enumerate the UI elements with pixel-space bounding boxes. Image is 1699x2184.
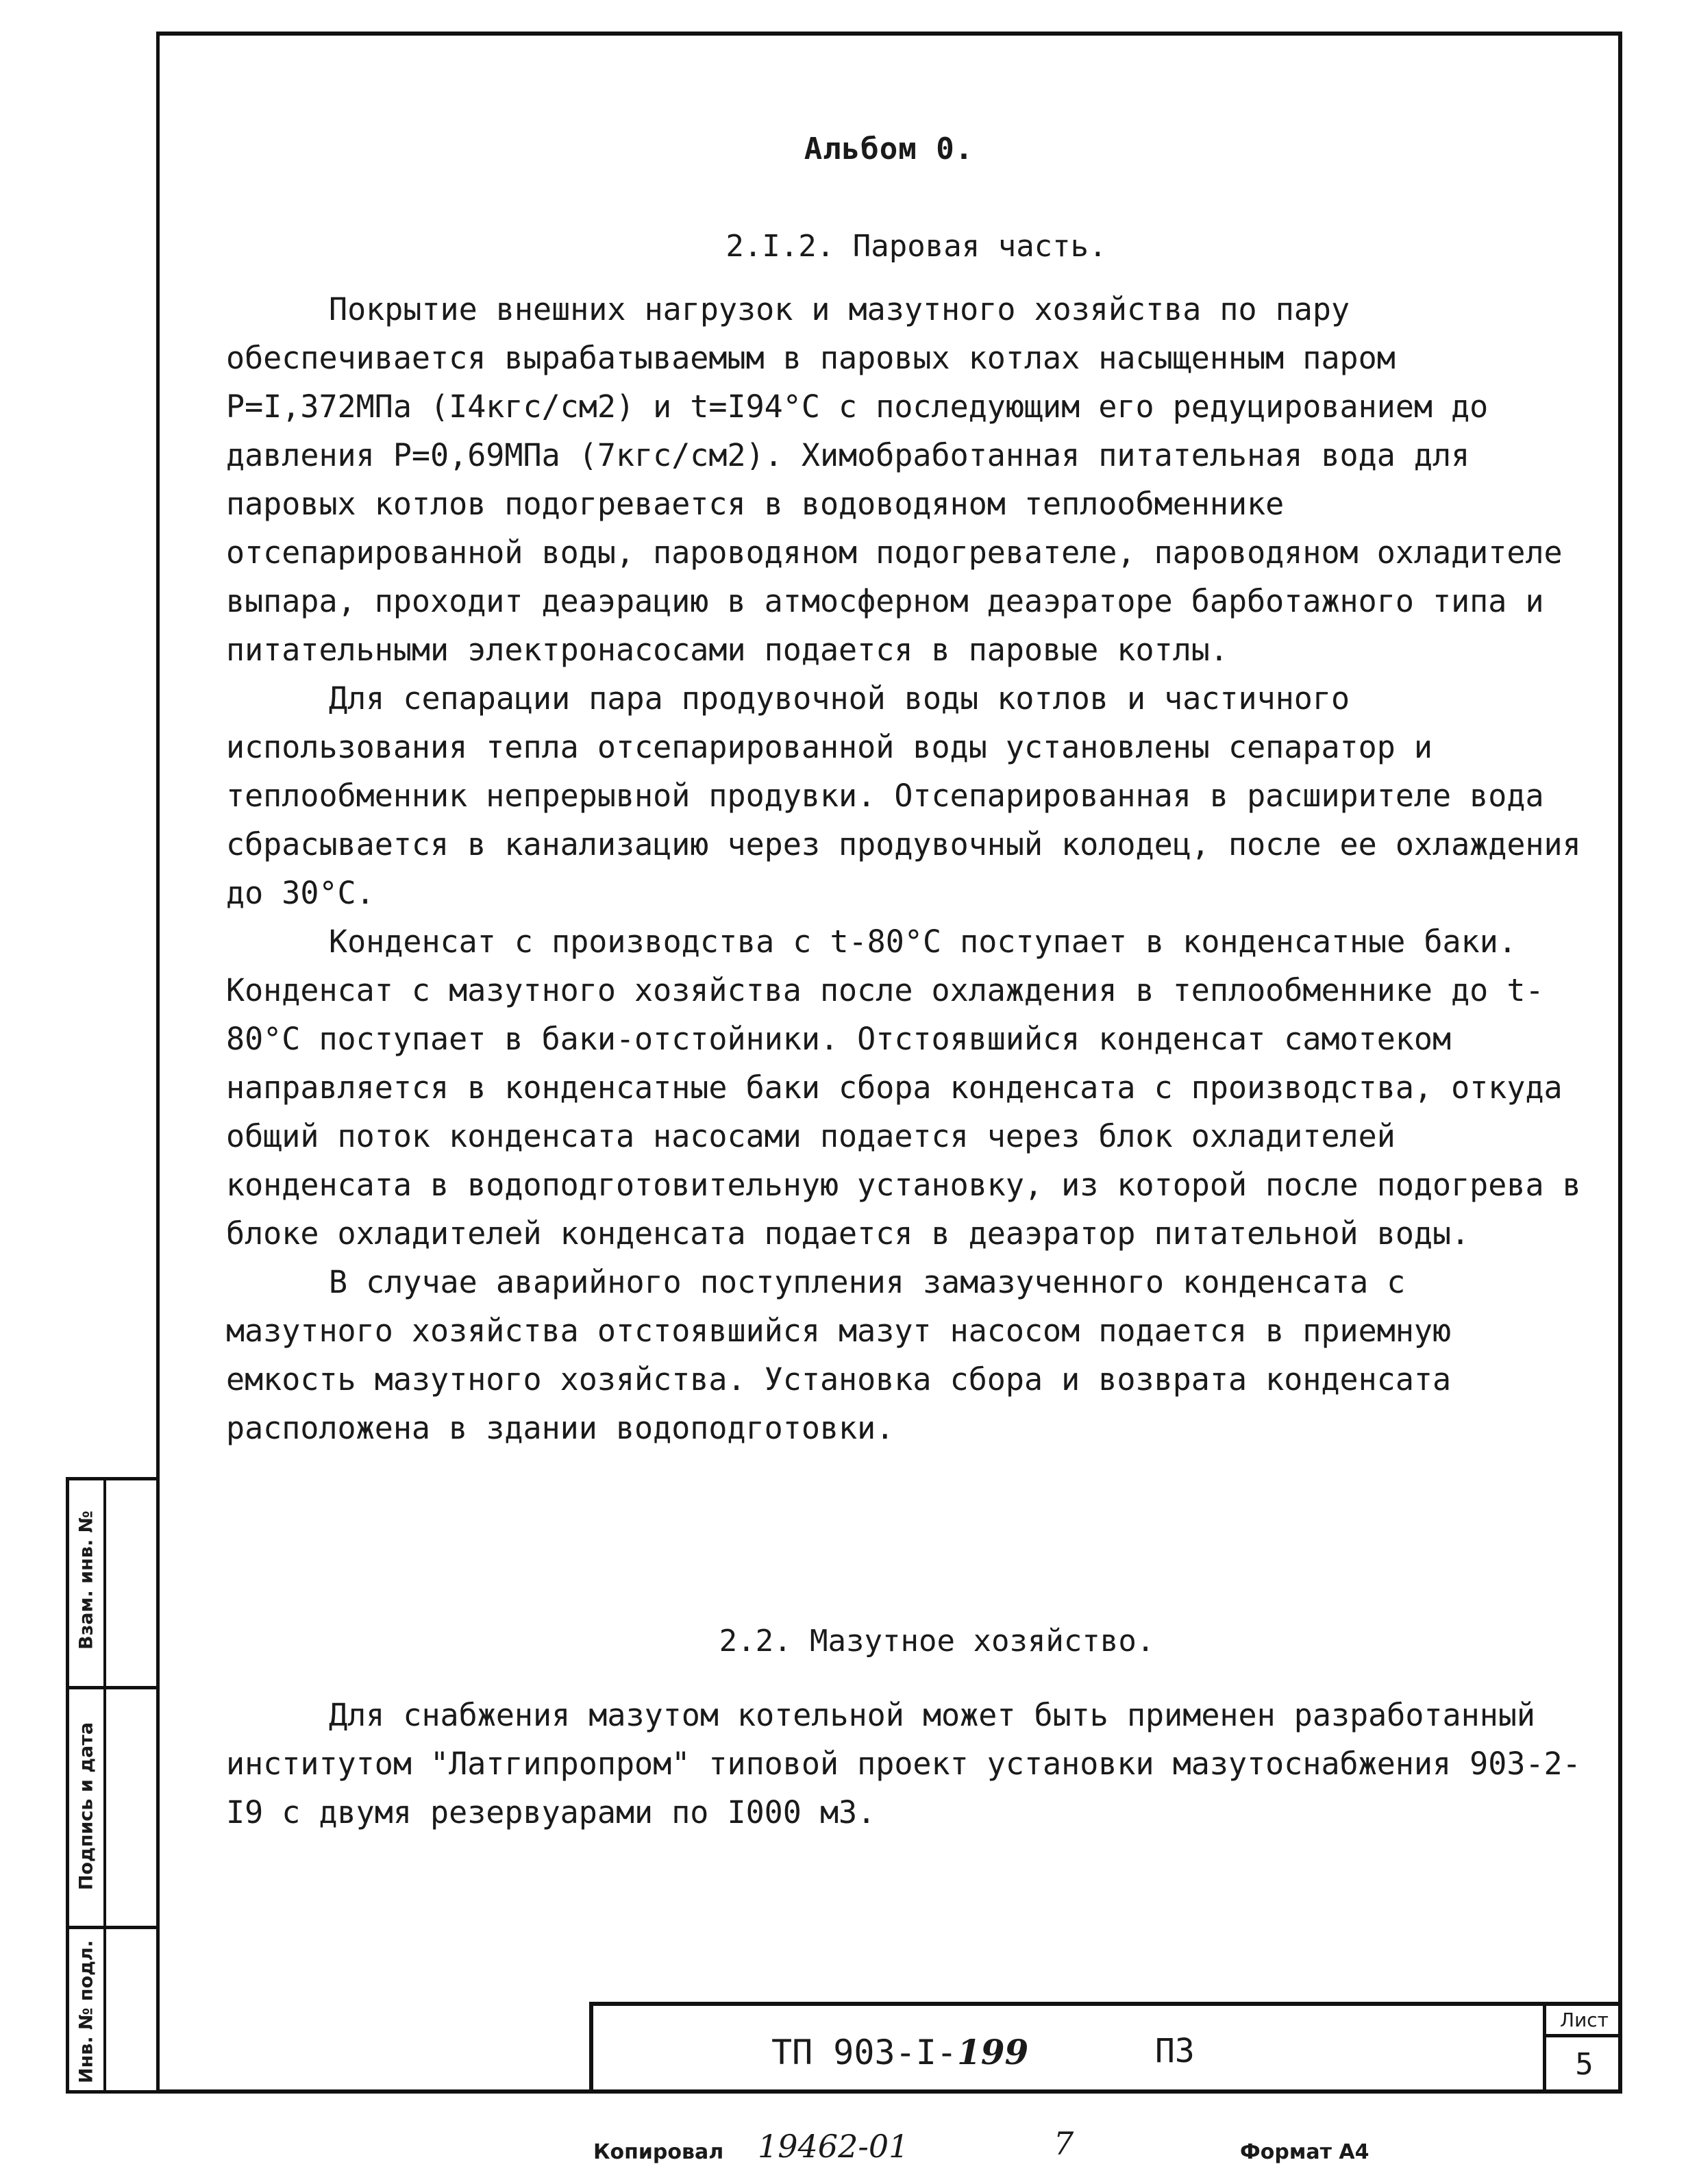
side-divider: [69, 1686, 156, 1689]
side-label-inv-podl: Инв. № подл.: [75, 1940, 97, 2083]
document-code-handwritten: 199: [956, 2032, 1029, 2072]
paragraph: Для сепарации пара продувочной воды котлов и частичного использования тепла отсепарированной воды установлены сепаратор и теплообменник непрерывной продувки. Отсепарированная в расширителе вода сбрасывается в канализацию через продувочный колодец, после ее охлаждения до 30°С.: [226, 680, 1581, 911]
sheet-number: 5: [1575, 2047, 1593, 2082]
sheet-label: Лист: [1546, 2006, 1622, 2037]
section-heading-steam: 2.I.2. Паровая часть.: [726, 229, 1107, 264]
side-label-podpis-data: Подпись и дата: [75, 1722, 97, 1891]
section-heading-fuel-oil: 2.2. Мазутное хозяйство.: [719, 1624, 1155, 1659]
document-code: [771, 2032, 1028, 2072]
paragraph: Конденсат с производства с t-80°С поступает в конденсатные баки. Конденсат с мазутного хозяйства после охлаждения в теплообменнике до t-80°С поступает в баки-отстойники. Отстоявшийся конденсат самотеком направляется в конденсатные баки сбора конденсата с производства, откуда общий поток конденсата насосами подается через блок охладителей конденсата в водоподготовительную установку, из которой после подогрева в блоке охладителей конденсата подается в деаэратор питательной воды.: [226, 923, 1581, 1252]
copied-number: 19462-01: [758, 2128, 909, 2165]
title-block: [589, 2002, 1622, 2094]
side-divider: [69, 1926, 156, 1929]
fuel-oil-section-body: [226, 1691, 1583, 1837]
document-code-prefix: ТП 903-I-: [771, 2033, 957, 2072]
side-divider: [103, 1480, 106, 2090]
sheet-cell: [1543, 2006, 1622, 2094]
paragraph: В случае аварийного поступления замазученного конденсата с мазутного хозяйства отстоявшийся мазут насосом подается в приемную емкость мазутного хозяйства. Установка сбора и возврата конденсата расположена в здании водоподготовки.: [226, 1264, 1452, 1446]
format-label: Формат А4: [1240, 2140, 1369, 2164]
side-label-vzam-inv: Взам. инв. №: [75, 1510, 97, 1650]
paragraph: Для снабжения мазутом котельной может быть применен разработанный институтом "Латгипропром" типовой проект установки мазутоснабжения 903-2-I9 с двумя резервуарами по I000 м3.: [226, 1697, 1581, 1831]
paragraph: Покрытие внешних нагрузок и мазутного хозяйства по пару обеспечивается вырабатываемым в паровых котлах насыщенным паром P=I,372МПа (I4кгс/см2) и t=I94°C с последующим его редуцированием до давления P=0,69МПа (7кгс/см2). Химобработанная питательная вода для паровых котлов подогревается в водоводяном теплообменнике отсепарированной воды, пароводяном подогревателе, пароводяном охладителе выпара, проходит деаэрацию в атмосферном деаэраторе барботажного типа и питательными электронасосами подается в паровые котлы.: [226, 291, 1563, 668]
album-title: Альбом 0.: [804, 132, 974, 166]
document-type: ПЗ: [1155, 2032, 1195, 2070]
side-stamp: [66, 1477, 156, 2094]
copied-label: Копировал: [593, 2140, 724, 2164]
steam-section-body: [226, 285, 1583, 1452]
handwritten-mark: 7: [1054, 2125, 1074, 2162]
